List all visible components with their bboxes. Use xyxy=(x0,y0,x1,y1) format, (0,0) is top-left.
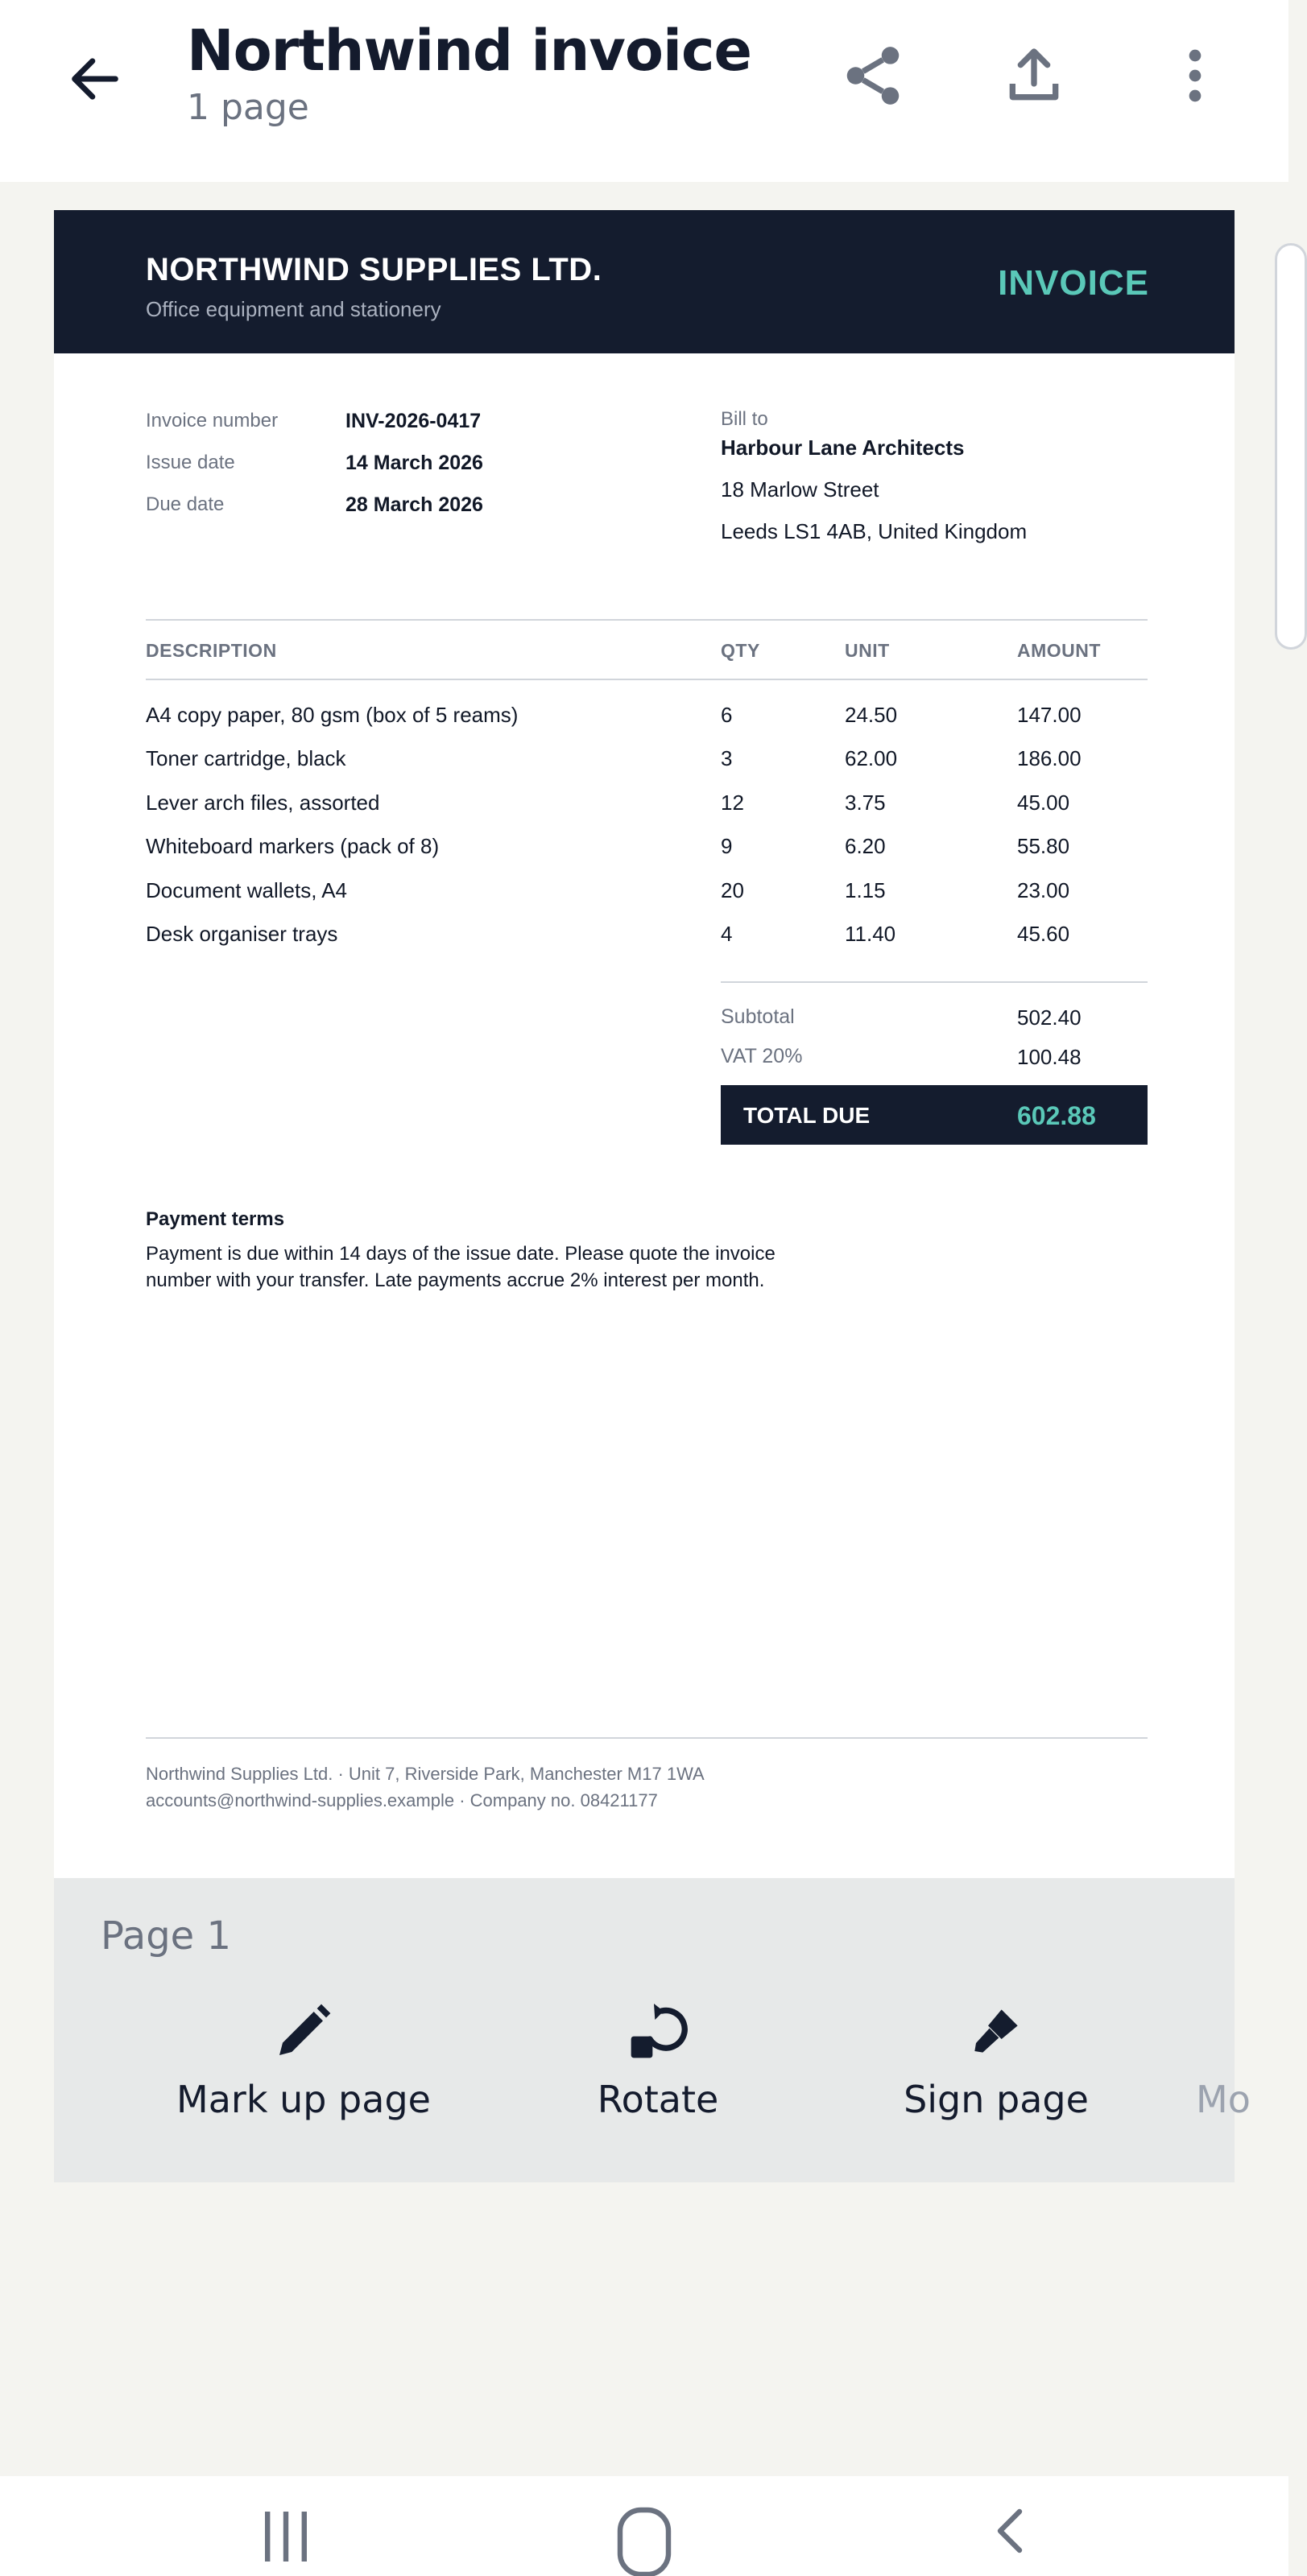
item-qty: 12 xyxy=(721,790,744,815)
document-title: Northwind invoice xyxy=(187,18,751,84)
footer-contact: accounts@northwind-supplies.example · Company no. 08421177 xyxy=(146,1790,658,1810)
app-bar xyxy=(0,0,1288,182)
total-due-bar xyxy=(721,1085,1148,1145)
subtotal-value: 502.40 xyxy=(1017,1005,1082,1030)
item-unit-price: 6.20 xyxy=(845,834,886,859)
payment-terms-title: Payment terms xyxy=(146,1208,285,1230)
document-page[interactable] xyxy=(54,210,1251,2182)
item-qty: 6 xyxy=(721,703,733,727)
tool-label: Sign page xyxy=(904,2078,1089,2121)
meta-value: INV-2026-0417 xyxy=(345,410,482,432)
meta-value: 28 March 2026 xyxy=(345,493,483,516)
back-arrow-icon xyxy=(64,48,126,109)
company-name: NORTHWIND SUPPLIES LTD. xyxy=(146,252,602,287)
invoice-header xyxy=(54,210,1235,353)
tool-label: Mark up page xyxy=(176,2078,431,2121)
item-qty: 9 xyxy=(721,834,733,859)
item-description: Desk organiser trays xyxy=(146,922,338,946)
item-amount: 45.00 xyxy=(1017,790,1070,815)
back-button[interactable] xyxy=(56,40,134,118)
upload-icon xyxy=(1002,43,1066,108)
recent-apps-icon xyxy=(254,2505,318,2562)
home-button[interactable] xyxy=(596,2505,693,2576)
item-unit-price: 24.50 xyxy=(845,703,898,727)
vat-label: VAT 20% xyxy=(721,1045,803,1067)
meta-label: Due date xyxy=(146,493,225,515)
item-qty: 4 xyxy=(721,922,733,946)
item-unit-price: 62.00 xyxy=(845,746,898,771)
payment-terms-text: Payment is due within 14 days of the issue date. Please quote the invoice number with your transfer. Late payments accrue 2% interest per month. xyxy=(146,1243,776,1291)
more-options-button[interactable] xyxy=(1155,35,1235,116)
sign-page-button[interactable] xyxy=(819,1999,1173,2144)
more-tools-button[interactable] xyxy=(1196,1999,1293,2144)
bill-to-label: Bill to xyxy=(721,408,768,430)
footer-rule xyxy=(146,1737,1148,1739)
column-header: AMOUNT xyxy=(1017,640,1101,661)
system-nav-bar xyxy=(0,2476,1288,2576)
table-header-rule xyxy=(146,679,1148,680)
table-top-rule xyxy=(146,619,1148,621)
item-qty: 3 xyxy=(721,746,733,771)
total-due-label: TOTAL DUE xyxy=(743,1103,871,1128)
upload-button[interactable] xyxy=(994,35,1074,116)
tool-label: Mo xyxy=(1196,2078,1251,2121)
bill-to-address: 18 Marlow Street xyxy=(721,477,879,502)
subtotal-label: Subtotal xyxy=(721,1005,795,1028)
item-qty: 20 xyxy=(721,877,744,902)
page-toolbar xyxy=(54,1878,1251,2182)
vat-value: 100.48 xyxy=(1017,1045,1082,1069)
column-header: QTY xyxy=(721,640,760,661)
bill-to-name: Harbour Lane Architects xyxy=(721,436,965,460)
meta-value: 14 March 2026 xyxy=(345,452,483,474)
item-amount: 23.00 xyxy=(1017,877,1070,902)
item-unit-price: 1.15 xyxy=(845,877,886,902)
tool-label: Rotate xyxy=(597,2078,719,2121)
totals-rule xyxy=(721,981,1148,983)
pen-nib-icon xyxy=(964,1999,1028,2063)
item-description: Whiteboard markers (pack of 8) xyxy=(146,834,440,859)
total-due-value: 602.88 xyxy=(1017,1101,1096,1130)
pencil-icon xyxy=(271,1999,336,2063)
recent-apps-button[interactable] xyxy=(238,2505,334,2576)
bill-to-address: Leeds LS1 4AB, United Kingdom xyxy=(721,519,1028,543)
company-tagline: Office equipment and stationery xyxy=(146,297,441,321)
footer-address: Northwind Supplies Ltd. · Unit 7, Riverside Park, Manchester M17 1WA xyxy=(146,1764,705,1784)
system-back-button[interactable] xyxy=(958,2505,1055,2576)
column-header: DESCRIPTION xyxy=(146,640,277,661)
meta-label: Issue date xyxy=(146,452,235,473)
item-amount: 147.00 xyxy=(1017,703,1082,727)
column-header: UNIT xyxy=(845,640,890,661)
item-description: Lever arch files, assorted xyxy=(146,790,380,815)
item-description: Document wallets, A4 xyxy=(146,877,348,902)
page-number-label: Page 1 xyxy=(101,1913,231,1959)
item-unit-price: 11.40 xyxy=(845,922,896,946)
item-unit-price: 3.75 xyxy=(845,790,886,815)
home-icon xyxy=(612,2505,676,2562)
invoice-label: INVOICE xyxy=(998,263,1149,303)
item-description: A4 copy paper, 80 gsm (box of 5 reams) xyxy=(146,703,519,727)
page-count: 1 page xyxy=(187,87,309,128)
mark-up-page-button[interactable] xyxy=(118,1999,489,2144)
item-amount: 45.60 xyxy=(1017,922,1070,946)
next-page-peek[interactable] xyxy=(1275,243,1307,650)
item-description: Toner cartridge, black xyxy=(146,746,346,771)
share-button[interactable] xyxy=(833,35,913,116)
rotate-icon xyxy=(626,1999,690,2063)
item-amount: 55.80 xyxy=(1017,834,1070,859)
meta-label: Invoice number xyxy=(146,410,279,431)
more-vertical-icon xyxy=(1171,43,1219,108)
item-amount: 186.00 xyxy=(1017,746,1082,771)
share-icon xyxy=(838,41,908,110)
rotate-button[interactable] xyxy=(497,1999,819,2144)
chevron-left-icon xyxy=(974,2505,1039,2562)
